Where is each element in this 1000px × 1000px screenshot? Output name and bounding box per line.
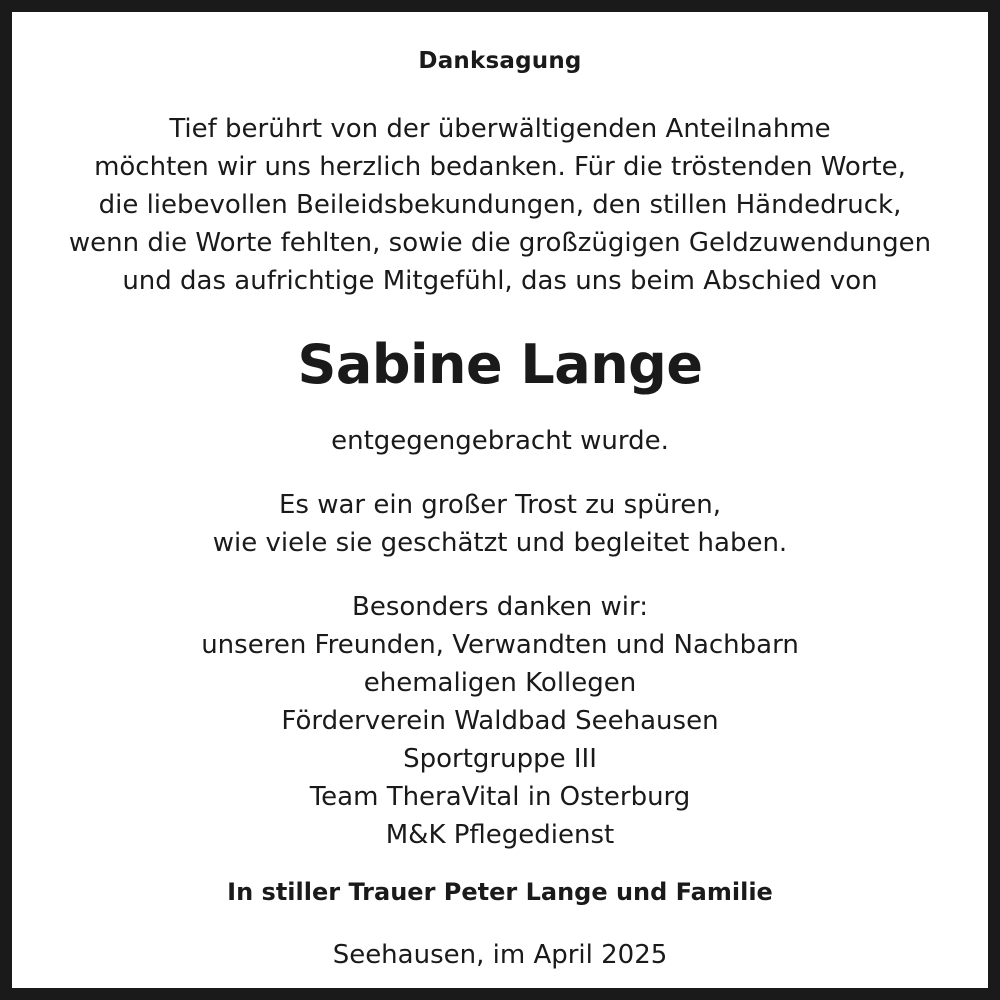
intro-line-4: wenn die Worte fehlten, sowie die großzügigen Geldzuwendungen xyxy=(68,228,932,258)
thanks-line-pflegedienst: M&K Pflegedienst xyxy=(385,820,615,850)
signature: In stiller Trauer Peter Lange und Familie xyxy=(227,878,773,906)
notice-title: Danksagung xyxy=(418,48,582,74)
thanks-line-friends: unseren Freunden, Verwandten und Nachbarn xyxy=(201,630,799,660)
comfort-line-2: wie viele sie geschätzt und begleitet haben. xyxy=(212,528,788,558)
thanks-heading: Besonders danken wir: xyxy=(351,592,649,622)
thanks-line-foerderverein: Förderverein Waldbad Seehausen xyxy=(281,706,719,736)
thanks-line-theravital: Team TheraVital in Osterburg xyxy=(309,782,691,812)
comfort-line-1: Es war ein großer Trost zu spüren, xyxy=(278,490,722,520)
intro-line-5: und das aufrichtige Mitgefühl, das uns beim Abschied von xyxy=(122,266,878,296)
thanks-line-colleagues: ehemaligen Kollegen xyxy=(363,668,637,698)
intro-line-2: möchten wir uns herzlich bedanken. Für die tröstenden Worte, xyxy=(94,152,906,182)
place-date: Seehausen, im April 2025 xyxy=(332,940,668,970)
intro-line-3: die liebevollen Beileidsbekundungen, den stillen Händedruck, xyxy=(98,190,902,220)
thanks-line-sportgruppe: Sportgruppe III xyxy=(403,744,597,774)
after-name-line: entgegengebracht wurde. xyxy=(331,426,669,456)
intro-line-1: Tief berührt von der überwältigenden Anteilnahme xyxy=(169,114,831,144)
deceased-name: Sabine Lange xyxy=(297,333,703,396)
